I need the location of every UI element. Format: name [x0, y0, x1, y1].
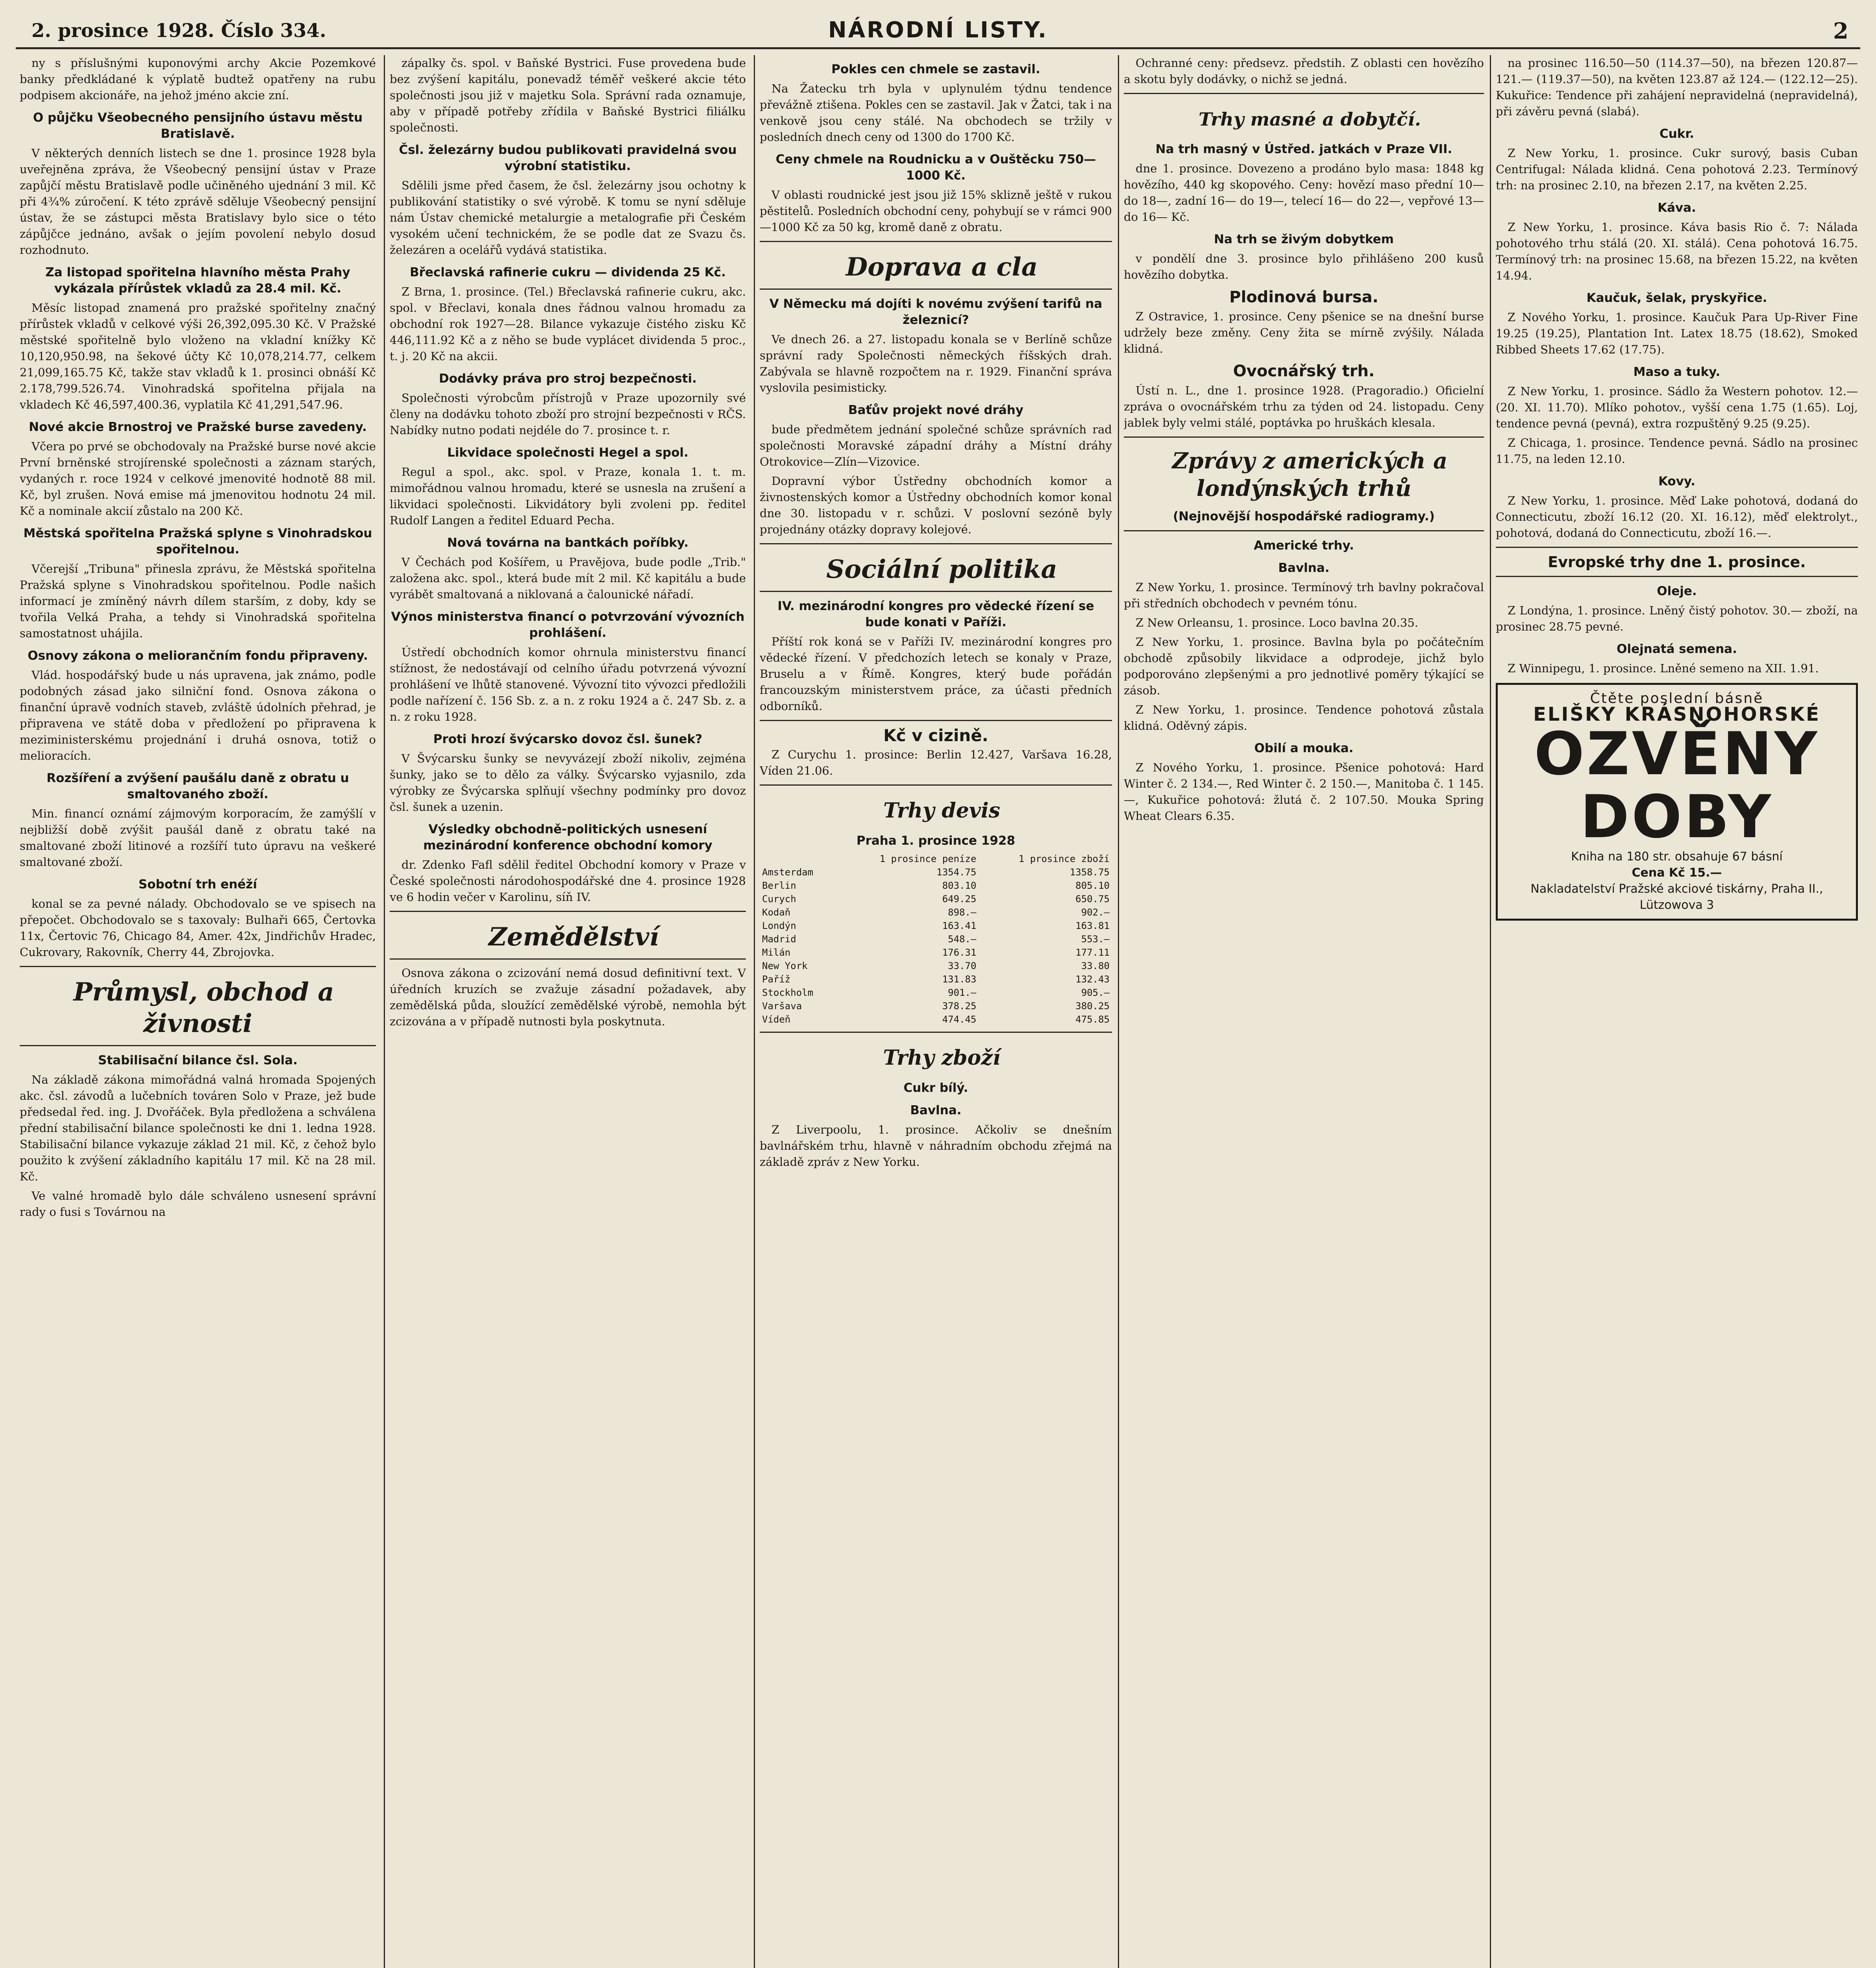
section-rule — [390, 911, 746, 912]
newspaper-title: NÁRODNÍ LISTY. — [828, 17, 1048, 43]
section-rule — [1496, 576, 1858, 577]
table-cell: 1354.75 — [936, 867, 977, 878]
section-rule — [760, 289, 1112, 290]
article-text: Z New Orleansu, 1. prosince. Loco bavlna 20.35. — [1136, 616, 1419, 629]
table-cell: 803.10 — [942, 880, 977, 891]
table-cell: 898.— — [948, 907, 977, 918]
article-text: Z Nového Yorku, 1. prosince. Kaučuk Para Up-River Fine 19.25 (19.25), Plantation Int. Latex 18.75 (18.62), Smoked Ribbed Sheets 17.62 (17.75). — [1496, 311, 1858, 356]
article-text: Osnova zákona o zcizování nemá dosud definitivní text. V úředních kruzích se zvažuje zásadní požadavek, aby zemědělská půda, sloužící zemědělské výrobě, nemohla být zcizována a v případě nutnosti byla poskytnuta. — [390, 966, 746, 1028]
section-title: Zemědělství — [488, 922, 659, 952]
table-cell: 901.— — [948, 987, 977, 998]
article-text: Vlád. hospodářský bude u nás upravena, jak známo, podle podobných zásad jako silniční fond. Osnova zákona o finanční úpravě vodních staveb, zvláště údolních přehrad, je připravena ve státě doba v předložení po připravena k meziministerskému projednání i druhá osnova, totiž o melioracích. — [20, 668, 376, 762]
table-row — [760, 892, 1112, 906]
newspaper-page — [16, 12, 1860, 1968]
article-text: Ve dnech 26. a 27. listopadu konala se v Berlíně schůze správní rady Společnosti německých říšských drah. Zabývala se hlavně rozpočtem na r. 1929. Finanční správa vyslovila pesimisticky. — [760, 333, 1112, 394]
section-rule — [20, 1045, 376, 1046]
article-heading: Osnovy zákona o meliorančním fondu připraveny. — [28, 649, 368, 663]
table-header-cell — [760, 852, 838, 866]
section-title: Trhy devis — [883, 799, 1001, 823]
table-cell: Kodaň — [762, 907, 791, 918]
article-text: Dopravní výbor Ústředny obchodních komor a živnostenských komor a Ústředny obchodních komor konal dne 30. listopadu v r. schůzi. V poslovní sezóně byly projednány otázky dopravy kolejové. — [760, 474, 1112, 536]
article-text: V oblasti roudnické jest jsou již 15% sklizně ještě v rukou pěstitelů. Posledních obchodní ceny, pohybují se v rámci 900—1000 Kč za 50 kg, kromě daně z obratu. — [760, 188, 1112, 234]
article-text: Včerejší „Tribuna" přinesla zprávu, že Městská spořitelna Pražská splyne s Vinohradskou spořitelnou. Podle našich informací je zmíněný návrh dílem starším, z doby, kdy se tvořila Velká Praha, a tehdy si Vinohradská spořitelna samostatnost uhájila. — [20, 562, 376, 640]
article-text: V některých denních listech se dne 1. prosince 1928 byla uveřejněna zpráva, že Všeobecný pensijní ústav v Praze zapůjčí městu Bratislavě podle učiněného ujednání 3 mil. Kč při 4¾% zúročení. K této zprávě sděluje Všeobecný pensijní ústav, že se zástupci města Bratislavy bylo sice o této zápůjčce jednáno, avšak o jejím povolení nebylo dosud rozhodnuto. — [20, 146, 376, 257]
table-cell: 163.81 — [1075, 920, 1110, 931]
table-row — [760, 906, 1112, 919]
table-cell: 650.75 — [1075, 893, 1110, 904]
table-cell: 33.70 — [948, 960, 977, 971]
table-cell: Amsterdam — [762, 867, 814, 878]
section-rule — [760, 543, 1112, 544]
ad-publisher: Nakladatelství Pražské akciové tiskárny, Praha II., Lützowova 3 — [1530, 882, 1823, 912]
article-text: Z New Yorku, 1. prosince. Káva basis Rio č. 7: Nálada pohotového trhu stálá (20. XI. stálá). Cena pohotová 16.75. Termínový trh: na prosinec 15.68, na březen 15.22, na květen 14.94. — [1496, 220, 1858, 282]
article-heading: O půjčku Všeobecného pensijního ústavu městu Bratislavě. — [33, 111, 363, 141]
column-1 — [20, 55, 376, 1968]
article-text: Z Londýna, 1. prosince. Lněný čistý pohotov. 30.— zboží, na prosinec 28.75 pevné. — [1496, 604, 1858, 633]
table-cell: New York — [762, 960, 808, 971]
article-heading: Na trh se živým dobytkem — [1214, 232, 1394, 246]
section-rule — [390, 958, 746, 960]
table-cell: 905.— — [1081, 987, 1110, 998]
table-cell: Curych — [762, 893, 796, 904]
article-heading: Čsl. železárny budou publikovati pravidelná svou výrobní statistiku. — [399, 143, 737, 173]
article-heading: Výnos ministerstva financí o potvrzování vývozních prohlášení. — [391, 610, 745, 640]
table-cell: Varšava — [762, 1001, 802, 1012]
table-cell: Milán — [762, 947, 791, 958]
article-text: Ve valné hromadě bylo dále schváleno usnesení správní rady o fusi s Továrnou na — [20, 1189, 376, 1219]
table-cell: 902.— — [1081, 907, 1110, 918]
article-heading: Plodinová bursa. — [1229, 288, 1378, 306]
table-cell: 1358.75 — [1069, 867, 1110, 878]
table-cell: 553.— — [1081, 934, 1110, 945]
column-divider — [754, 55, 755, 1968]
article-heading: Bavlna. — [1278, 561, 1330, 575]
table-row — [760, 959, 1112, 973]
table-cell: Paříž — [762, 974, 791, 985]
article-text: Sdělili jsme před časem, že čsl. železárny jsou ochotny k publikování statistiky o své výrobě. K tomu se nyní sděluje nám Ústav chemické metalurgie a metalografie při Českém vysokém učení technickém, že se podle dat ze Svazu čs. železáren a ocelářů vydává statistika. — [390, 179, 746, 257]
table-cell: 805.10 — [1075, 880, 1110, 891]
table-row — [760, 879, 1112, 892]
section-rule — [760, 591, 1112, 592]
article-text: Měsíc listopad znamená pro pražské spořitelny značný přírůstek vkladů v celkové výši 26,392,095.30 Kč. V Pražské městské spořitelně bylo vloženo na vkladní knížky Kč 10,120,950.98, na šekové účty Kč 10,078,214.77, celkem 21,099,165.75 Kč, takže stav vkladů k 1. prosinci obnáší Kč 2.178,799.526.74. Vinohradská spořitelna přijala na vkladech Kč 46,597,400.36, vyplatila Kč 41,291,547.96. — [20, 301, 376, 411]
article-heading: Kovy. — [1658, 474, 1696, 488]
table-header-cell: 1 prosince peníze — [879, 853, 977, 864]
section-title: Trhy zboží — [883, 1046, 1001, 1070]
ad-book-title: DOBY — [1580, 783, 1774, 851]
table-row — [760, 973, 1112, 986]
article-heading: Za listopad spořitelna hlavního města Prahy vykázala přírůstek vkladů za 28.4 mil. Kč. — [45, 265, 350, 296]
section-rule — [760, 720, 1112, 721]
article-heading: Sobotní trh enéží — [138, 877, 257, 892]
article-text: Z Brna, 1. prosince. (Tel.) Břeclavská rafinerie cukru, akc. spol. v Břeclavi, konala dnes řádnou valnou hromadu za obchodní rok 1927—28. Bilance vykazuje čistého zisku Kč 446,111.92 Kč a z něho se bude vyplácet dividenda 5 proc., t. j. 20 Kč na akcii. — [390, 285, 746, 363]
section-title: Průmysl, obchod a živnosti — [73, 977, 334, 1038]
article-heading: Stabilisační bilance čsl. Sola. — [98, 1053, 298, 1067]
article-text: Včera po prvé se obchodovaly na Pražské burse nové akcie První brněnské strojírenské společnosti a záznam starých, vydaných r. roce 1924 v celkové jmenovité hodnotě 88 mil. Kč, byl zrušen. Nová emise má jmenovitou hodnotu 24 mil. Kč a nominale akcií zůstalo na 200 Kč. — [20, 440, 376, 518]
table-cell: Madrid — [762, 934, 796, 945]
article-heading: Cukr bílý. — [903, 1081, 968, 1095]
article-text: Z New Yorku, 1. prosince. Termínový trh bavlny pokračoval při středních obchodech v pevném tónu. — [1124, 581, 1484, 610]
article-text: Z New Yorku, 1. prosince. Bavlna byla po počátečním obchodě způsobily likvidace a odprodeje, jichž bylo podporováno zlepšenými a pro jednotlivé poměry týkající se zásob. — [1124, 635, 1484, 697]
article-heading: IV. mezinárodní kongres pro vědecké řízení se bude konati v Paříži. — [777, 599, 1094, 629]
section-rule — [760, 784, 1112, 786]
ad-author: ELIŠKY KRÁSNOHORSKÉ — [1533, 703, 1820, 725]
article-heading: Obilí a mouka. — [1254, 741, 1354, 755]
section-rule — [1124, 437, 1484, 438]
article-heading: Městská spořitelna Pražská splyne s Vinohradskou spořitelnou. — [23, 526, 372, 557]
table-caption: Praha 1. prosince 1928 — [856, 834, 1016, 848]
table-cell: 177.11 — [1075, 947, 1110, 958]
column-divider — [1118, 55, 1119, 1968]
column-5 — [1496, 55, 1858, 1968]
article-text: Z New Yorku, 1. prosince. Cukr surový, basis Cuban Centrifugal: Nálada klidná. Cena pohotová 2.23. Termínový trh: na prosinec 2.10, na březen 2.17, na květen 2.25. — [1496, 146, 1858, 192]
article-text: Z Winnipegu, 1. prosince. Lněné semeno na XII. 1.91. — [1508, 662, 1819, 675]
table-header-row — [760, 852, 1112, 866]
ad-book-title: OZVĚNY — [1534, 720, 1820, 788]
article-text: Z New Yorku, 1. prosince. Sádlo ža Western pohotov. 12.— (20. XI. 11.70). Mlíko pohotov., vyšší cena 1.75 (1.65). Loj, tendence pevná (pevná), extra rozpuštěný 9.25 (9.25). — [1496, 385, 1858, 430]
devis-table — [760, 852, 1112, 1026]
section-rule — [760, 241, 1112, 242]
article-heading: Likvidace společnosti Hegel a spol. — [447, 446, 688, 460]
article-text: Společnosti výrobcům přístrojů v Praze upozornily své členy na dodávku tohoto zboží pro strojní bezpečnosti v RČS. Nabídky nutno podati nejdéle do 7. prosince t. r. — [390, 391, 746, 437]
column-divider — [1490, 55, 1491, 1968]
article-heading: Výsledky obchodně-politických usnesení mezinárodní konference obchodní komory — [423, 822, 712, 853]
table-row — [760, 946, 1112, 959]
article-text: Na základě zákona mimořádná valná hromada Spojených akc. čsl. závodů a lučebních továren Solo v Praze, jež bude předsedal řed. ing. J. Dvořáček. Byla předložena a schválena přední stabilisační bilance společnosti ke dni 1. ledna 1928. Stabilisační bilance vykazuje základ 21 mil. Kč, z čehož bylo použito k zvýšení základního kapitálu 17 mil. Kč na 28 mil. Kč. — [20, 1073, 376, 1183]
article-text: V Čechách pod Košířem, u Pravějova, bude podle „Trib." založena akc. spol., která bude mít 2 mil. Kč kapitálu a bude vyrábět smaltovaná a niklovaná a čalounické nářadí. — [390, 555, 746, 601]
table-row — [760, 999, 1112, 1013]
table-cell: 548.— — [948, 934, 977, 945]
article-heading: Kč v cizině. — [883, 726, 988, 745]
article-heading: Bavlna. — [910, 1103, 962, 1117]
masthead — [16, 12, 1860, 49]
advertisement-ozveny-doby — [1496, 683, 1858, 921]
page-number: 2 — [1833, 18, 1848, 44]
table-cell: 33.80 — [1081, 960, 1110, 971]
table-cell: 378.25 — [942, 1001, 977, 1012]
article-heading: Oleje. — [1657, 584, 1697, 598]
column-3 — [760, 55, 1112, 1968]
article-text: Ústředí obchodních komor ohrnula ministerstvu financí stížnost, že nedostávají od celního úřadu potvrzená vývozní prohlášení ve lhůtě stanovené. Vývozní tito vývozci předložili podle nařízení č. 156 Sb. z. a n. z roku 1924 a č. 247 Sb. z. a n. z roku 1928. — [390, 646, 746, 723]
article-text: Ochranné ceny: předsevz. předstih. Z oblasti cen hovězího a skotu byly dodávky, o nichž se jedná. — [1124, 56, 1484, 86]
column-divider — [384, 55, 385, 1968]
section-rule — [1496, 547, 1858, 548]
article-text: Příští rok koná se v Paříži IV. mezinárodní kongres pro vědecké řízení. V předchozích letech se konaly v Praze, Bruselu a v Římě. Kongres, který bude pořádán francouzským ministerstvem práce, za účasti předních odborníků. — [760, 635, 1112, 713]
section-rule — [1124, 530, 1484, 531]
article-heading: Na trh masný v Ústřed. jatkách v Praze VII. — [1155, 142, 1452, 156]
table-cell: 163.41 — [942, 920, 977, 931]
table-cell: 131.83 — [942, 974, 977, 985]
table-cell: Berlin — [762, 880, 796, 891]
table-cell: 380.25 — [1075, 1001, 1110, 1012]
ad-line: Kniha na 180 str. obsahuje 67 básní — [1571, 850, 1783, 864]
section-rule — [760, 1032, 1112, 1033]
article-heading: Cukr. — [1659, 127, 1695, 141]
article-text: dr. Zdenko Fafl sdělil ředitel Obchodní komory v Praze v České společnosti národohospodářské dne 4. prosince 1928 ve 6 hodin večer v Karolinu, síň IV. — [390, 858, 746, 904]
article-heading: Ceny chmele na Roudnicku a v Ouštěcku 750—1000 Kč. — [775, 152, 1096, 183]
table-row — [760, 866, 1112, 879]
table-cell: 474.45 — [942, 1014, 977, 1025]
column-2 — [390, 55, 746, 1968]
issue-date: 2. prosince 1928. Číslo 334. — [31, 20, 326, 42]
article-text: Z Nového Yorku, 1. prosince. Pšenice pohotová: Hard Winter č. 2 134.—, Red Winter č. 2 150.—, Manitoba č. 1 145.—, Kukuřice pohotová: žlutá č. 2 107.50. Mouka Spring Wheat Clears 6.35. — [1124, 761, 1484, 823]
section-title: Doprava a cla — [845, 252, 1038, 282]
table-cell: Stockholm — [762, 987, 814, 998]
article-text: dne 1. prosince. Dovezeno a prodáno bylo masa: 1848 kg hovězího, 440 kg skopového. Ceny: hovězí maso přední 10— do 18—, zadní 16— do 19—, telecí 16— do 22—, vepřové 13— do 16— Kč. — [1124, 162, 1484, 224]
ad-line: Čtěte poslední básně — [1590, 690, 1764, 707]
article-text: Z Liverpoolu, 1. prosince. Ačkoliv se dnešním bavlnářském trhu, hlavně v náhradním obchodu zřejmá na základě zpráv z New Yorku. — [760, 1123, 1112, 1169]
section-rule — [1124, 93, 1484, 94]
article-heading: Evropské trhy dne 1. prosince. — [1548, 553, 1806, 571]
article-text: Regul a spol., akc. spol. v Praze, konala 1. t. m. mimořádnou valnou hromadu, které se usnesla na zrušení a likvidaci společnosti. Likvidátory byli zvoleni pp. ředitel Rudolf Langen a ředitel Eduard Pecha. — [390, 465, 746, 527]
table-row — [760, 1013, 1112, 1026]
article-text: Na Žatecku trh byla v uplynulém týdnu tendence převážně ztišena. Pokles cen se zastavil. Jak v Žatci, tak i na venkově jsou ceny stálé. Na obchodech se tržily v posledních dnech ceny od 1300 do 1700 Kč. — [760, 82, 1112, 144]
article-text: konal se za pevné nálady. Obchodovalo se ve spisech na přepočet. Obchodovalo se s taxovaly: Bulhaři 665, Čertovka 11x, Čertovic 76, Chicago 84, Amer. 42x, Jindřichův Hradec, Cukrovary, Rakovník, Cherry 44, Zbrojovka. — [20, 897, 376, 959]
article-heading: Ovocnářský trh. — [1233, 362, 1375, 380]
article-text: Z Chicaga, 1. prosince. Tendence pevná. Sádlo na prosinec 11.75, na leden 12.10. — [1496, 436, 1858, 466]
section-title: Sociální politika — [826, 555, 1057, 584]
table-row — [760, 986, 1112, 999]
table-cell: Vídeň — [762, 1014, 791, 1025]
ad-price: Cena Kč 15.— — [1632, 866, 1722, 880]
article-text: v pondělí dne 3. prosince bylo přihlášeno 200 kusů hovězího dobytka. — [1124, 252, 1484, 281]
article-text: Ústí n. L., dne 1. prosince 1928. (Pragoradio.) Oficielní zpráva o ovocnářském trhu za týden od 24. listopadu. Ceny jablek byly velmi stálé, poptávka po hruškách klesala. — [1124, 384, 1484, 429]
article-text: na prosinec 116.50—50 (114.37—50), na březen 120.87—121.— (119.37—50), na květen 123.87 až 124.— (122.12—25). Kukuřice: Tendence při zahájení nepravidelná (nepravidelná), při závěru pevná (slabá). — [1496, 56, 1858, 118]
article-text: bude předmětem jednání společné schůze správních rad společnosti Moravské západní dráhy a Místní dráhy Otrokovice—Zlín—Vizovice. — [760, 423, 1112, 468]
article-text: Z Ostravice, 1. prosince. Ceny pšenice se na dnešní burse udržely beze změny. Ceny žita se mírně zvýšily. Nálada klidná. — [1124, 310, 1484, 355]
article-text: Z Curychu 1. prosince: Berlin 12.427, Varšava 16.28, Víden 21.06. — [760, 748, 1112, 777]
table-cell: Londýn — [762, 920, 796, 931]
article-heading: Břeclavská rafinerie cukru — dividenda 25 Kč. — [410, 265, 726, 279]
article-heading: Káva. — [1658, 201, 1696, 215]
article-heading: Pokles cen chmele se zastavil. — [831, 62, 1040, 76]
article-heading: Americké trhy. — [1254, 538, 1354, 553]
article-text: V Švýcarsku šunky se nevyvázejí zboží nikoliv, zejména šunky, jako se to dělo za války. Švýcarsko vyjasnilo, zda výrobky ze Švýcarska splňují všechny podmínky pro dovoz čsl. šunek a uzenin. — [390, 752, 746, 814]
table-row — [760, 932, 1112, 946]
article-heading: Nová továrna na bantkách poříbky. — [447, 536, 689, 550]
article-text: Z New Yorku, 1. prosince. Měď Lake pohotová, dodaná do Connecticutu, zboží 16.12 (20. XI. 16.12), měď elektrolyt., pohotová, dodaná do Connecticutu, zboží 16.—. — [1496, 494, 1858, 540]
article-heading: Nové akcie Brnostroj ve Pražské burse zavedeny. — [29, 420, 367, 434]
article-text: Min. financí oznámí zájmovým korporacím, že zamýšlí v nejbližší době zvýšit paušál daně z obratu také na smaltované zboží litinové a rozšíří tuto úpravu na veškeré smaltované zboží. — [20, 807, 376, 869]
article-heading: V Německu má dojíti k novému zvýšení tarifů na železnicí? — [769, 297, 1103, 327]
table-cell: 649.25 — [942, 893, 977, 904]
article-heading: Proti hrozí švýcarsko dovoz čsl. šunek? — [433, 732, 703, 746]
table-header-cell: 1 prosince zboží — [1018, 853, 1110, 864]
section-subtitle: (Nejnovější hospodářské radiogramy.) — [1173, 509, 1435, 523]
article-text: zápalky čs. spol. v Baňské Bystrici. Fuse provedena bude bez zvýšení kapitálu, ponevadž téměř veškeré akcie této společnosti jsou již v majetku Sola. Správní rada oznamuje, aby v případě potřeby zřídila v Baňské Bystrici filiálku společnosti. — [390, 56, 746, 134]
table-cell: 475.85 — [1075, 1014, 1110, 1025]
article-text: ny s příslušnými kuponovými archy Akcie Pozemkové banky předkládané k výplatě budtež opatřeny na rubu podpisem akcionáře, na jehož jméno akcie zní. — [20, 56, 376, 102]
section-title: Zprávy z amerických a londýnských trhů — [1172, 448, 1448, 501]
section-title: Trhy masné a dobytčí. — [1199, 109, 1421, 130]
article-heading: Kaučuk, šelak, pryskyřice. — [1586, 291, 1767, 305]
article-heading: Baťův projekt nové dráhy — [848, 403, 1024, 417]
article-heading: Rozšíření a zvýšení paušálu daně z obratu u smaltovaného zboží. — [46, 771, 349, 801]
table-cell: 176.31 — [942, 947, 977, 958]
section-rule — [20, 966, 376, 967]
article-heading: Maso a tuky. — [1633, 365, 1721, 379]
article-heading: Olejnatá semena. — [1617, 642, 1737, 656]
column-4 — [1124, 55, 1484, 1968]
table-row — [760, 919, 1112, 932]
article-heading: Dodávky práva pro stroj bezpečnosti. — [438, 372, 697, 386]
table-cell: 132.43 — [1075, 974, 1110, 985]
article-text: Z New Yorku, 1. prosince. Tendence pohotová zůstala klidná. Oděvný zápis. — [1124, 703, 1484, 732]
